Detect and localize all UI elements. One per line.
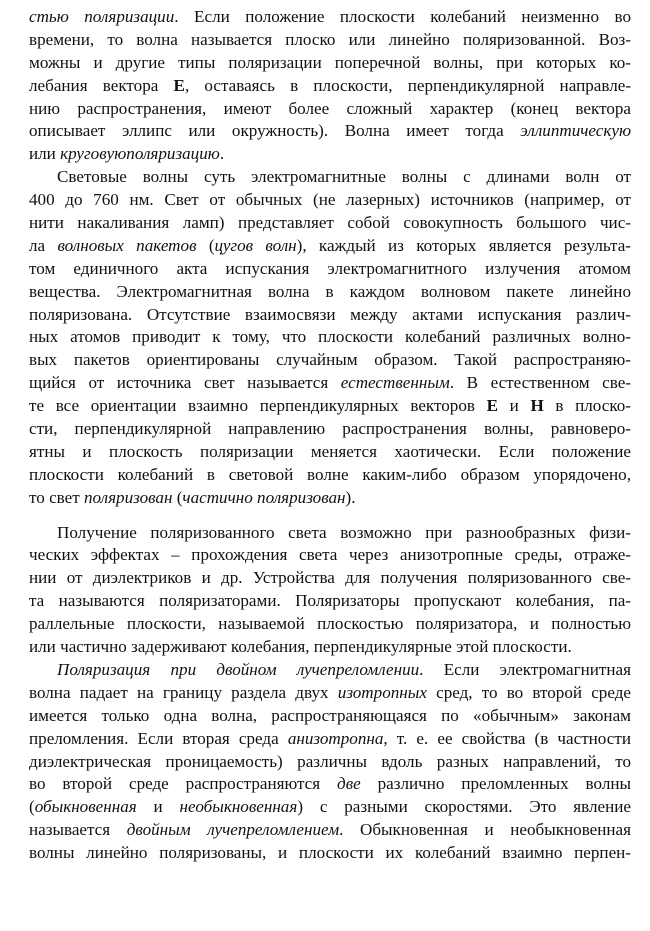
italic-term: Поляризация при двойном лучепреломлении [57,659,420,679]
text-segment: нии от диэлектриков и др. Устройства для получения поляризованного све- [29,568,631,588]
text-line [29,6,631,29]
text-segment: или частично задерживают колебания, перпендикулярные этой плоскости. [29,637,572,657]
document-page [29,6,631,865]
italic-term: двойным лучепреломлением [126,820,340,840]
text-line [29,796,631,819]
text-segment: . Обыкновенная и необыкновенная [339,820,631,840]
text-line [29,441,631,464]
text-segment: сти, перпендикулярной направлению распространения волны, равноверо- [29,419,631,439]
text-segment: 400 до 760 нм. Свет от обычных (не лазерных) источников (например, от [29,190,631,210]
text-segment: ). [345,487,356,507]
text-line [29,189,631,212]
text-segment: имеется только одна волна, распространяющаяся по «обычным» законам [29,705,631,725]
text-line [29,773,631,796]
text-segment: вещества. Электромагнитная волна в каждом волновом пакете линейно [29,281,631,301]
italic-term: волновых пакетов [57,235,197,255]
bold-symbol: E [173,75,185,95]
text-segment: в плоско- [543,396,631,416]
italic-term: частично поляризован [182,487,346,507]
text-line [29,29,631,52]
text-segment: поляризована. Отсутствие взаимосвязи между актами испускания различ- [29,304,631,324]
text-line [29,613,631,636]
text-segment: том единичного акта испускания электромагнитного излучения атомом [29,258,631,278]
text-segment: ла [29,235,58,255]
text-segment: волна падает на границу раздела двух [29,682,338,702]
italic-term: поляризован [83,487,173,507]
paragraph-birefringence [29,659,631,865]
italic-term: эллиптическую [520,121,631,141]
text-line [29,487,631,510]
paragraph-natural-light [29,166,631,509]
text-line [29,212,631,235]
text-line [29,418,631,441]
text-segment: ( [29,797,35,817]
text-line [29,120,631,143]
text-segment: и [136,797,180,817]
bold-symbol: H [530,396,544,416]
italic-term: две [337,774,361,794]
text-line [29,522,631,545]
text-line [29,258,631,281]
italic-term: анизотропна [287,728,384,748]
italic-term: изотропных [337,682,427,702]
text-segment: называется [29,820,127,840]
text-line [29,52,631,75]
text-line [29,166,631,189]
text-line [29,98,631,121]
italic-term: обыкновенная [34,797,137,817]
italic-term: круговуюполяризацию [60,144,220,164]
paragraph-polarization-types [29,6,631,166]
text-segment: преломления. Если вторая среда [29,728,288,748]
text-line [29,75,631,98]
text-line [29,705,631,728]
text-segment: можны и другие типы поляризации поперечной волны, при которых ко- [29,52,631,72]
text-segment: ( [172,487,183,507]
text-line [29,728,631,751]
italic-term: естественным [340,373,450,393]
text-segment: ) с разными скоростями. Это явление [297,797,631,817]
text-segment: плоскости колебаний в световой волне каким-либо образом упорядочено, [29,464,631,484]
italic-term: необыкновенная [179,797,298,817]
text-segment: , оставаясь в плоскости, перпендикулярной направле- [184,75,632,95]
text-segment: описывает эллипс или окружность). Волна имеет тогда [29,121,521,141]
text-line [29,281,631,304]
text-segment: . Если положение плоскости колебаний неизменно во [174,7,631,26]
text-line [29,544,631,567]
text-segment: ятны и плоскость поляризации меняется хаотически. Если положение [29,441,631,461]
text-segment: раллельные плоскости, называемой плоскостью поляризатора, и полностью [29,614,631,634]
italic-term: цугов волн [214,235,297,255]
text-segment: вых пакетов ориентированы случайным образом. Такой распространяю- [29,350,631,370]
text-segment: то свет [29,487,84,507]
bold-symbol: E [486,396,498,416]
text-segment: Световые волны суть электромагнитные волны с длинами волн от [57,167,631,187]
text-line [29,751,631,774]
text-segment: та называются поляризаторами. Поляризаторы пропускают колебания, па- [29,591,631,611]
text-line [29,395,631,418]
text-line [29,682,631,705]
text-segment: ( [196,235,215,255]
text-line [29,567,631,590]
text-line [29,235,631,258]
paragraph-polarizers [29,522,631,659]
text-line [29,349,631,372]
text-line [29,304,631,327]
text-segment: различно преломленных волны [360,774,631,794]
text-segment: нию распространения, имеют более сложный характер (конец вектора [29,98,631,118]
text-segment: ных атомов приводит к тому, что плоскости колебаний различных волно- [29,327,631,347]
text-line [29,819,631,842]
text-segment: нити накаливания ламп) представляет собой совокупность большого чис- [29,213,631,233]
text-segment: ческих эффектах – прохождения света через анизотропные среды, отраже- [29,545,631,565]
text-segment: щийся от источника свет называется [29,373,341,393]
text-segment: во второй среде распространяются [29,774,338,794]
text-line [29,636,631,659]
text-segment: . В естественном све- [449,373,631,393]
text-line [29,143,631,166]
italic-term: стью поляризации [29,7,175,26]
text-segment: диэлектрическая проницаемость) различны вдоль разных направлений, то [29,751,631,771]
text-segment: . [219,144,225,164]
text-segment: и [498,396,531,416]
text-segment: лебания вектора [29,75,174,95]
text-line [29,842,631,865]
text-segment: сред, то во второй среде [426,682,631,702]
text-line [29,659,631,682]
text-line [29,464,631,487]
text-segment: волны линейно поляризованы, и плоскости их колебаний взаимно перпен- [29,843,631,863]
text-segment: или [29,144,61,164]
text-segment: ), каждый из которых является результа- [296,235,631,255]
text-segment: . Если электромагнитная [419,659,631,679]
text-segment: Получение поляризованного света возможно при разнообразных физи- [57,522,631,542]
text-line [29,372,631,395]
text-line [29,326,631,349]
text-segment: времени, то волна называется плоско или линейно поляризованной. Воз- [29,29,631,49]
text-segment: те все ориентации взаимно перпендикулярных векторов [29,396,487,416]
paragraph-gap [29,510,631,522]
text-segment: , т. е. ее свойства (в частности [383,728,631,748]
text-line [29,590,631,613]
